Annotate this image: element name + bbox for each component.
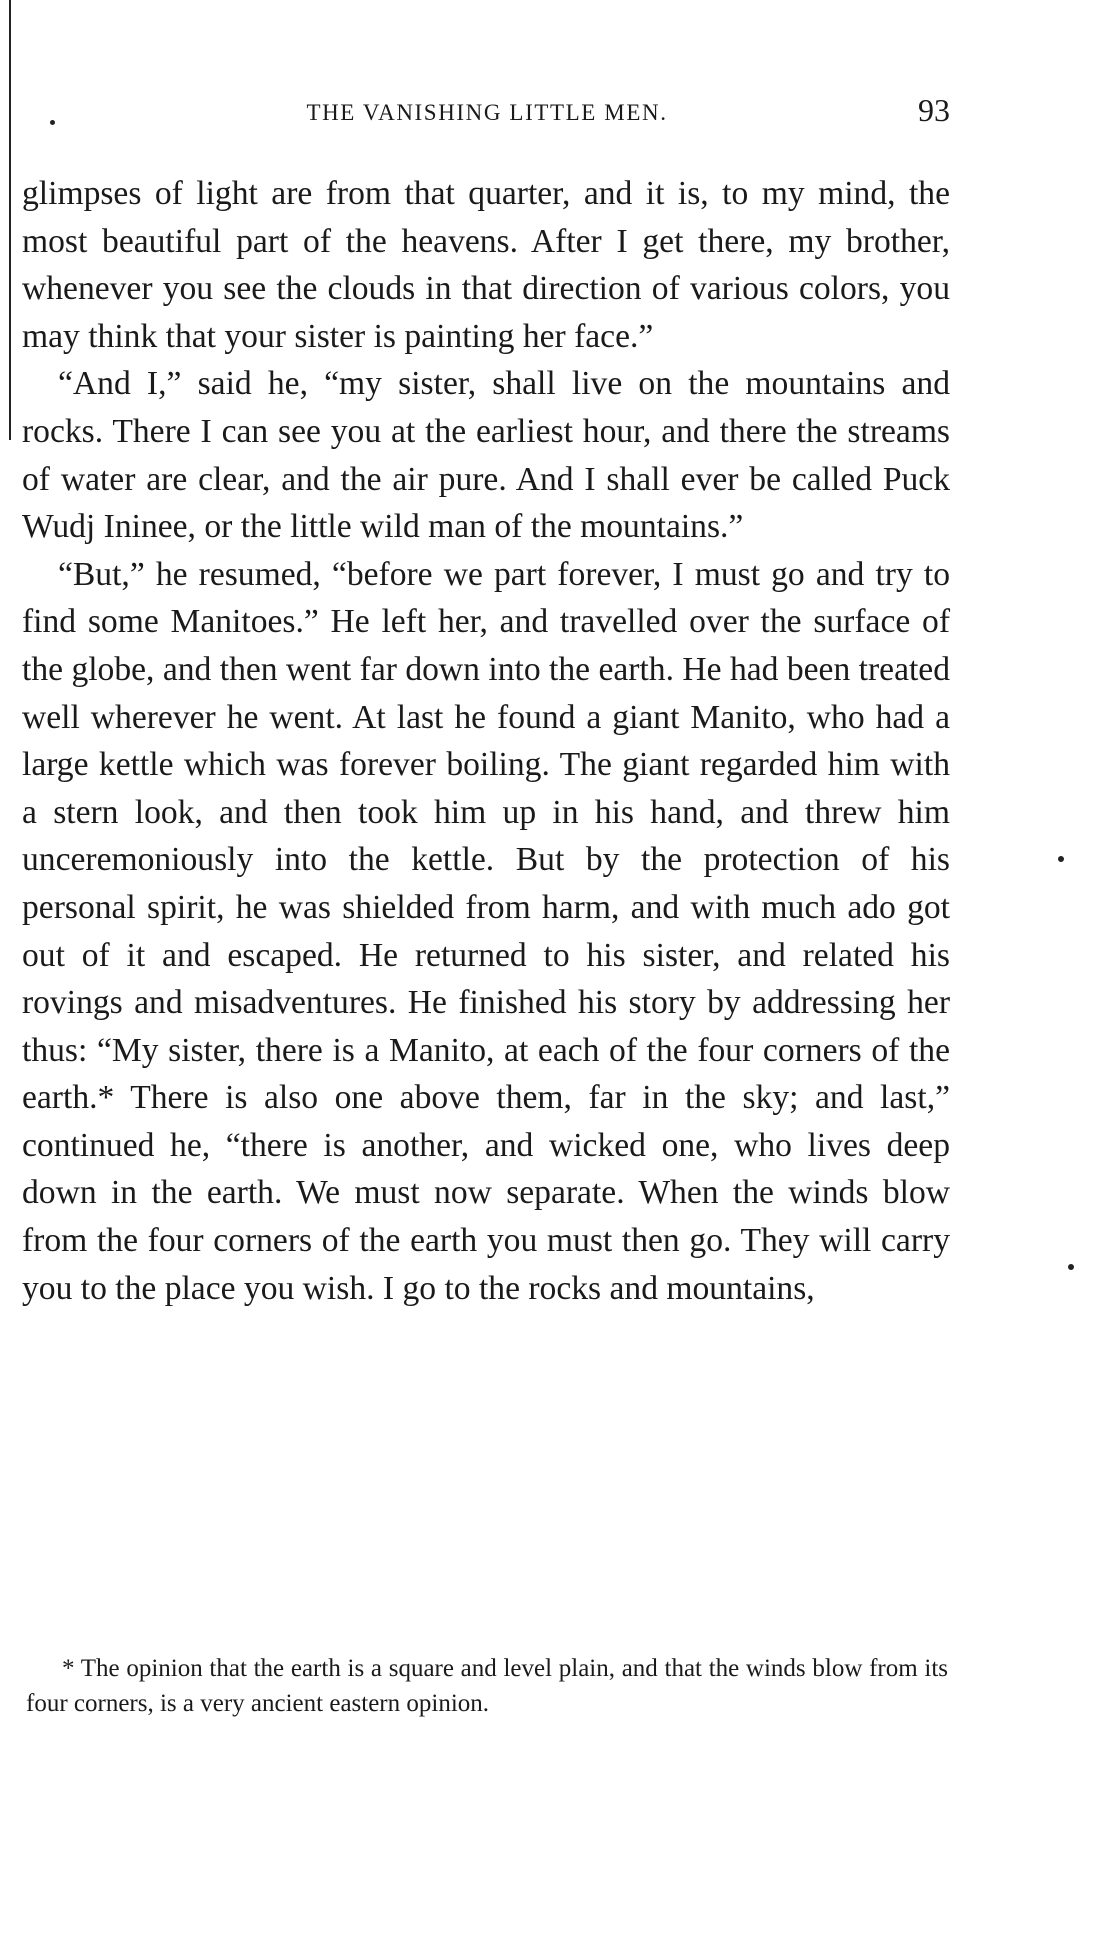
stray-mark-bottom	[1068, 1264, 1074, 1270]
paragraph-3: “But,” he resumed, “before we part forever, I must go and try to find some Manitoes.” He left her, and travelled over the surface of the globe, and then went far down into the earth. He had been treated well wherever he went. At last he found a giant Manito, who had a large kettle which was forever boiling. The giant regarded him with a stern look, and then took him up in his hand, and threw him unceremoniously into the kettle. But by the protection of his personal spirit, he was shielded from harm, and with much ado got out of it and escaped. He returned to his sister, and related his rovings and misadventures. He finished his story by addressing her thus: “My sister, there is a Manito, at each of the four corners of the earth.* There is also one above them, far in the sky; and last,” continued he, “there is another, and wicked one, who lives deep down in the earth. We must now separate. When the winds blow from the four corners of the earth you must then go. They will carry you to the place you wish. I go to the rocks and mountains,	[22, 555, 950, 1307]
footnote	[26, 1651, 948, 1721]
paragraph-2: “And I,” said he, “my sister, shall live on the mountains and rocks. There I can see you at the earliest hour, and there the streams of water are clear, and the air pure. And I shall ever be called Puck Wudj Ininee, or the little wild man of the mountains.”	[22, 365, 950, 546]
page-number: 93	[918, 92, 950, 128]
running-head: THE VANISHING LITTLE MEN.	[306, 100, 668, 125]
page-header	[24, 92, 950, 136]
stray-mark-top	[1058, 856, 1064, 862]
footnote-text: * The opinion that the earth is a square and level plain, and that the winds blow from its four corners, is a very ancient eastern opinion.	[26, 1655, 948, 1717]
body-text	[22, 170, 950, 1312]
paragraph-1: glimpses of light are from that quarter, and it is, to my mind, the most beautiful part of the heavens. After I get there, my brother, whenever you see the clouds in that direction of various colors, you may think that your sister is painting her face.”	[22, 175, 950, 355]
margin-rule	[9, 0, 11, 440]
